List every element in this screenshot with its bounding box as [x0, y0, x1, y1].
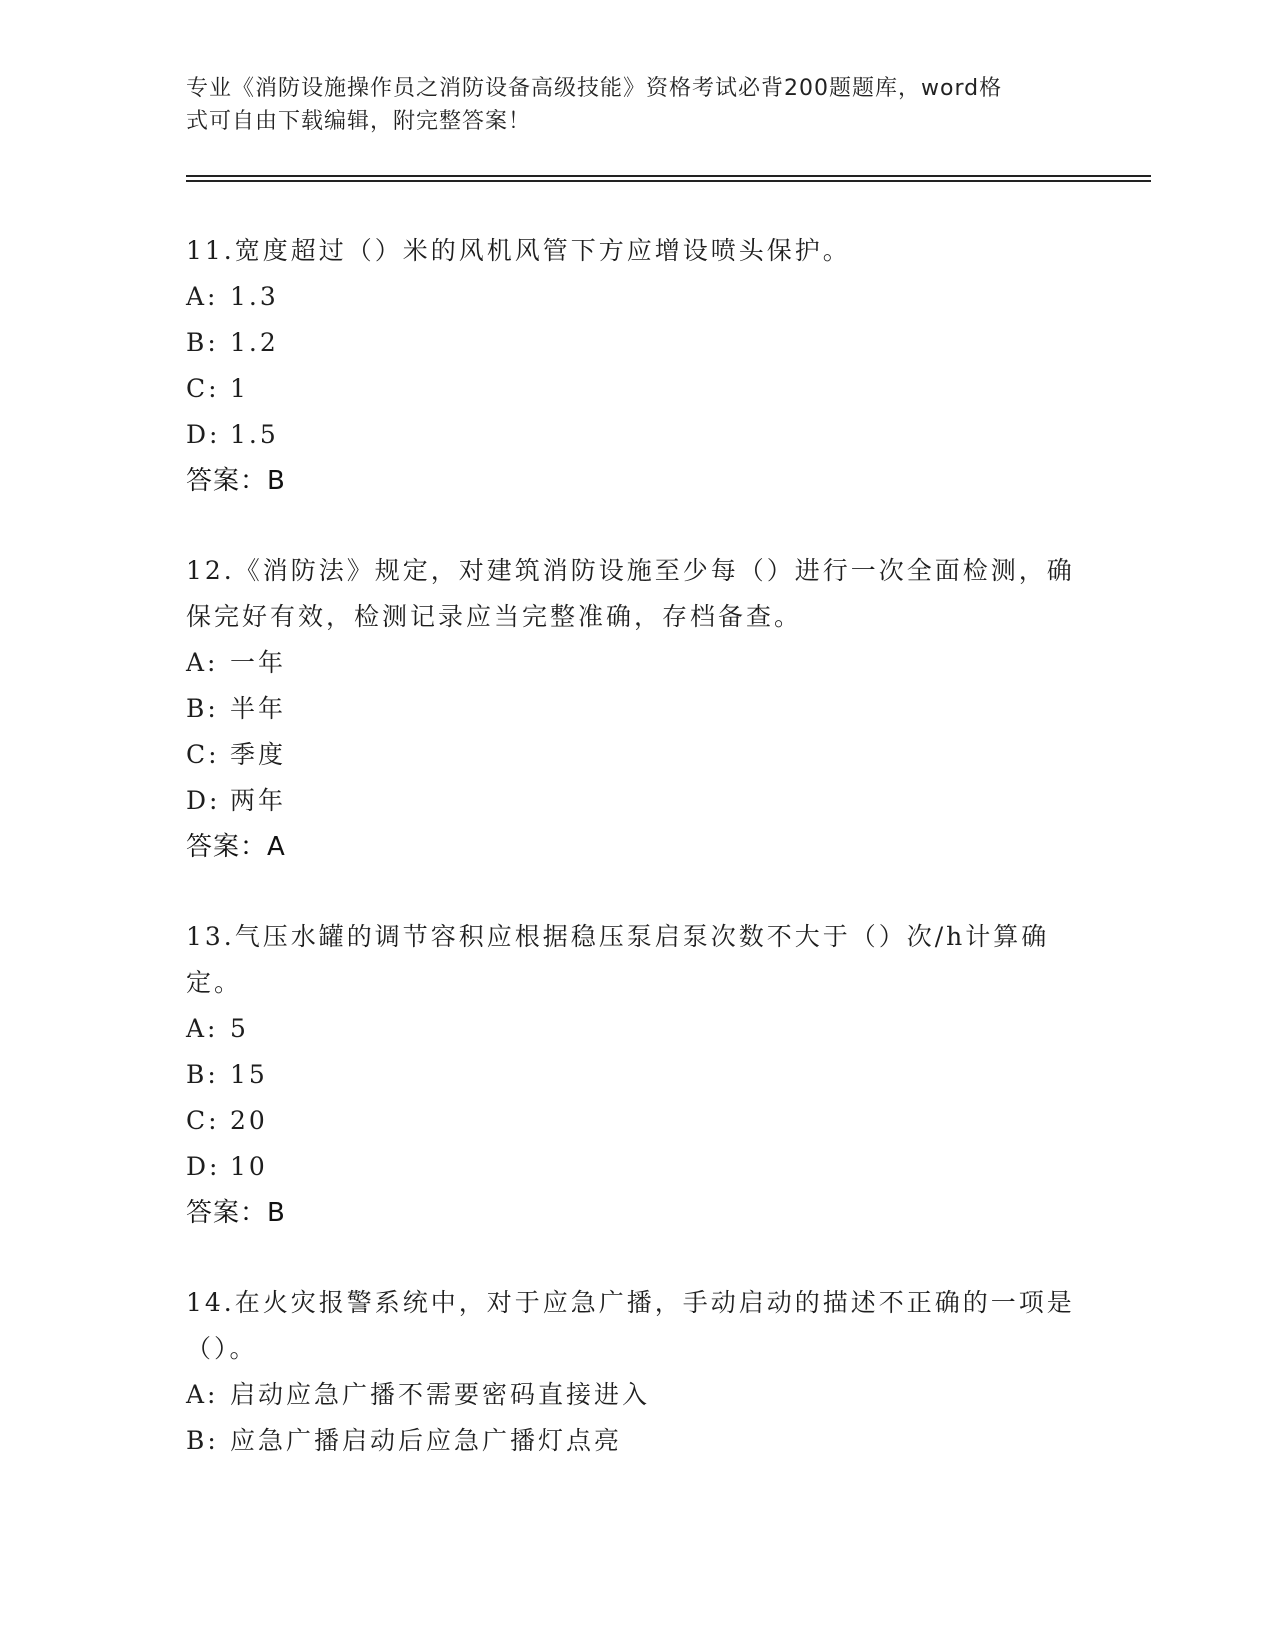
option-text: 两年 [230, 786, 287, 815]
option-text: 应急广播启动后应急广播灯点亮 [230, 1426, 623, 1455]
option-a [186, 640, 1086, 686]
option-text: 一年 [230, 648, 287, 677]
option-text: 1.3 [230, 282, 279, 311]
option-text: 半年 [230, 694, 287, 723]
question-item [186, 914, 1086, 1236]
answer-line: 答案：B [186, 1198, 286, 1228]
option-text: 启动应急广播不需要密码直接进入 [230, 1380, 651, 1409]
answer-line: 答案：A [186, 832, 286, 862]
header-line-2: 式可自由下载编辑，附完整答案！ [186, 109, 532, 134]
option-key: C: [186, 1106, 220, 1135]
option-key: A: [186, 282, 219, 311]
option-key: A: [186, 648, 219, 677]
option-key: B: [186, 328, 219, 357]
option-text: 15 [230, 1060, 268, 1089]
option-c [186, 732, 1086, 778]
option-d [186, 1144, 1086, 1190]
option-key: B: [186, 1060, 219, 1089]
question-stem: 12.《消防法》规定，对建筑消防设施至少每（）进行一次全面检测，确保完好有效，检测记录应当完整准确，存档备查。 [186, 556, 1075, 631]
question-item [186, 1280, 1086, 1464]
option-text: 5 [230, 1014, 249, 1043]
header-line-1: 专业《消防设施操作员之消防设备高级技能》资格考试必背200题题库，word格 [186, 76, 1003, 101]
option-key: C: [186, 740, 220, 769]
option-a [186, 1372, 1086, 1418]
option-b [186, 1052, 1086, 1098]
option-text: 1 [230, 374, 249, 403]
option-key: A: [186, 1380, 219, 1409]
option-c [186, 366, 1086, 412]
option-d [186, 412, 1086, 458]
question-item [186, 228, 1086, 504]
option-key: B: [186, 694, 219, 723]
option-key: B: [186, 1426, 219, 1455]
option-text: 20 [230, 1106, 268, 1135]
divider-line-top [186, 175, 1151, 177]
option-key: C: [186, 374, 220, 403]
option-a [186, 274, 1086, 320]
option-text: 1.2 [230, 328, 279, 357]
option-b [186, 320, 1086, 366]
question-stem: 14.在火灾报警系统中，对于应急广播，手动启动的描述不正确的一项是（）。 [186, 1288, 1075, 1363]
document-header [186, 72, 1066, 138]
option-c [186, 1098, 1086, 1144]
question-list [186, 228, 1086, 1508]
answer-line: 答案：B [186, 466, 286, 496]
question-item [186, 548, 1086, 870]
option-text: 季度 [230, 740, 287, 769]
option-b [186, 686, 1086, 732]
option-b [186, 1418, 1086, 1464]
question-stem: 11.宽度超过（）米的风机风管下方应增设喷头保护。 [186, 236, 851, 265]
option-key: D: [186, 420, 221, 449]
option-key: D: [186, 786, 221, 815]
header-divider [186, 175, 1151, 182]
option-key: D: [186, 1152, 221, 1181]
divider-line-bottom [186, 180, 1151, 182]
option-text: 1.5 [230, 420, 279, 449]
option-key: A: [186, 1014, 219, 1043]
option-d [186, 778, 1086, 824]
option-a [186, 1006, 1086, 1052]
option-text: 10 [230, 1152, 268, 1181]
question-stem: 13.气压水罐的调节容积应根据稳压泵启泵次数不大于（）次/h计算确定。 [186, 922, 1050, 997]
